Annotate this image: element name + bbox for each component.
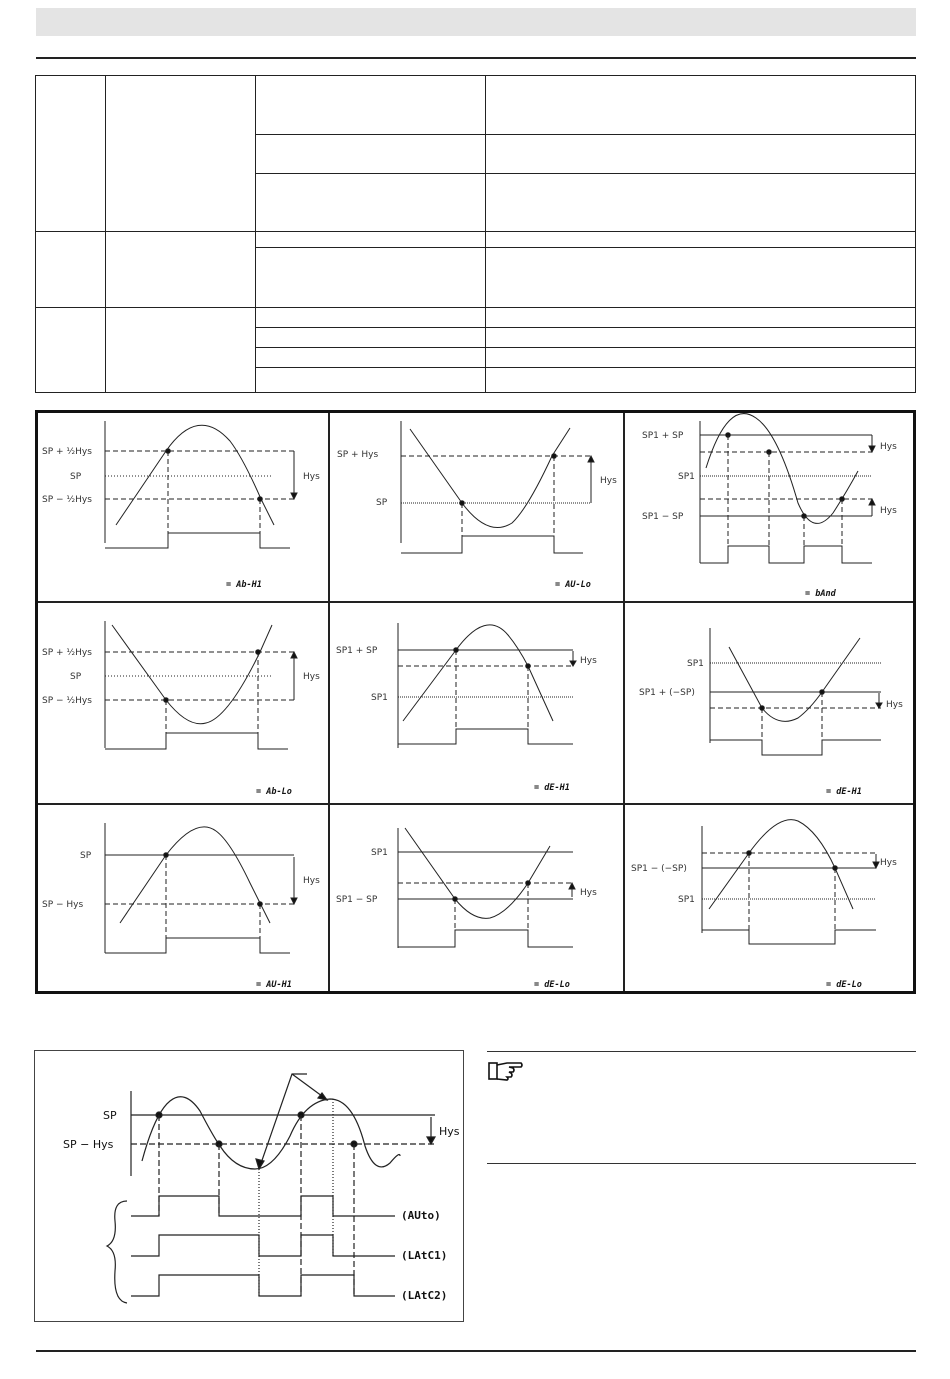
table-cell bbox=[486, 328, 916, 348]
label-hys: Hys bbox=[880, 506, 897, 516]
table-cell bbox=[255, 308, 486, 328]
mode-label: = dE-Lo bbox=[826, 980, 862, 990]
mode-label-latch2: (LAtC2) bbox=[401, 1289, 448, 1302]
mode-label-latch1: (LAtC1) bbox=[401, 1249, 448, 1262]
mode-label: = dE-H1 bbox=[534, 783, 570, 793]
label-hys: Hys bbox=[880, 442, 897, 452]
table-cell bbox=[255, 348, 486, 368]
table-cell bbox=[255, 76, 486, 135]
label-sp: SP bbox=[103, 1109, 117, 1122]
label-hys: Hys bbox=[580, 656, 597, 666]
table-cell bbox=[486, 76, 916, 135]
diagram-de-lo-a bbox=[336, 828, 597, 990]
label-sp-minus-half-hys: SP − ½Hys bbox=[42, 495, 92, 505]
label-sp: SP bbox=[70, 472, 82, 482]
mode-label-auto: (AUto) bbox=[401, 1209, 441, 1222]
label-sp-plus-half-hys: SP + ½Hys bbox=[42, 648, 92, 658]
label-sp-minus-half-hys: SP − ½Hys bbox=[42, 696, 92, 706]
table-cell bbox=[486, 348, 916, 368]
label-sp-minus-hys: SP − Hys bbox=[42, 900, 84, 910]
label-hys: Hys bbox=[600, 476, 617, 486]
label-sp-plus-hys: SP + Hys bbox=[337, 450, 379, 460]
label-sp1: SP1 bbox=[678, 895, 695, 905]
table-cell bbox=[255, 248, 486, 308]
note-rule bbox=[487, 1051, 916, 1052]
mode-label: = bAnd bbox=[805, 589, 836, 599]
mode-label: = Ab-H1 bbox=[226, 580, 262, 590]
label-sp: SP bbox=[80, 851, 92, 861]
table-cell bbox=[255, 368, 486, 393]
footer-rule bbox=[36, 1350, 916, 1352]
label-hys: Hys bbox=[580, 888, 597, 898]
table-cell bbox=[105, 76, 255, 232]
diagram-de-h1-a bbox=[336, 623, 597, 793]
table-cell bbox=[105, 308, 255, 393]
table-cell bbox=[486, 135, 916, 174]
mode-label: = Ab-Lo bbox=[256, 787, 292, 797]
label-sp1: SP1 bbox=[687, 659, 704, 669]
label-sp1-minus-sp: SP1 − SP bbox=[642, 512, 684, 522]
diagram-de-lo-b bbox=[631, 820, 897, 990]
diagram-de-h1-b bbox=[639, 628, 903, 797]
label-hys: Hys bbox=[303, 876, 320, 886]
table-cell bbox=[36, 232, 106, 308]
header-band bbox=[36, 8, 916, 36]
label-sp: SP bbox=[376, 498, 388, 508]
mode-label: = dE-Lo bbox=[534, 980, 570, 990]
table-cell bbox=[36, 76, 106, 232]
label-sp1-plus-sp: SP1 + SP bbox=[642, 431, 684, 441]
label-sp1-minus-neg-sp: SP1 − (−SP) bbox=[631, 864, 687, 874]
parameter-table bbox=[35, 75, 916, 393]
label-sp: SP bbox=[70, 672, 82, 682]
diagram-au-lo bbox=[337, 421, 617, 590]
table-cell bbox=[255, 328, 486, 348]
pointing-hand-icon bbox=[487, 1057, 525, 1083]
diagram-au-h1 bbox=[42, 823, 320, 990]
table-cell bbox=[36, 308, 106, 393]
mode-label: = AU-H1 bbox=[256, 980, 292, 990]
header-rule bbox=[36, 57, 916, 59]
diagram-ab-lo bbox=[42, 621, 320, 797]
label-hys: Hys bbox=[303, 672, 320, 682]
table-cell bbox=[486, 232, 916, 248]
diagram-band bbox=[642, 414, 897, 599]
table-cell bbox=[486, 308, 916, 328]
label-sp-minus-hys: SP − Hys bbox=[63, 1138, 114, 1151]
label-hys: Hys bbox=[880, 858, 897, 868]
label-sp1: SP1 bbox=[678, 472, 695, 482]
table-cell bbox=[486, 368, 916, 393]
label-sp1-plus-sp: SP1 + SP bbox=[336, 646, 378, 656]
label-hys: Hys bbox=[439, 1125, 460, 1138]
table-cell bbox=[486, 248, 916, 308]
label-sp1-plus-neg-sp: SP1 + (−SP) bbox=[639, 688, 695, 698]
latch-diagram bbox=[34, 1050, 464, 1322]
table-cell bbox=[255, 174, 486, 232]
note-rule bbox=[487, 1163, 916, 1164]
label-sp1: SP1 bbox=[371, 693, 388, 703]
label-sp1: SP1 bbox=[371, 848, 388, 858]
table-cell bbox=[255, 232, 486, 248]
label-hys: Hys bbox=[303, 472, 320, 482]
mode-label: = dE-H1 bbox=[826, 787, 862, 797]
diagram-ab-h1 bbox=[42, 421, 320, 590]
table-cell bbox=[486, 174, 916, 232]
table-cell bbox=[255, 135, 486, 174]
label-sp-plus-half-hys: SP + ½Hys bbox=[42, 447, 92, 457]
alarm-mode-diagrams bbox=[35, 410, 916, 994]
mode-label: = AU-Lo bbox=[555, 580, 591, 590]
label-sp1-minus-sp: SP1 − SP bbox=[336, 895, 378, 905]
table-cell bbox=[105, 232, 255, 308]
label-hys: Hys bbox=[886, 700, 903, 710]
